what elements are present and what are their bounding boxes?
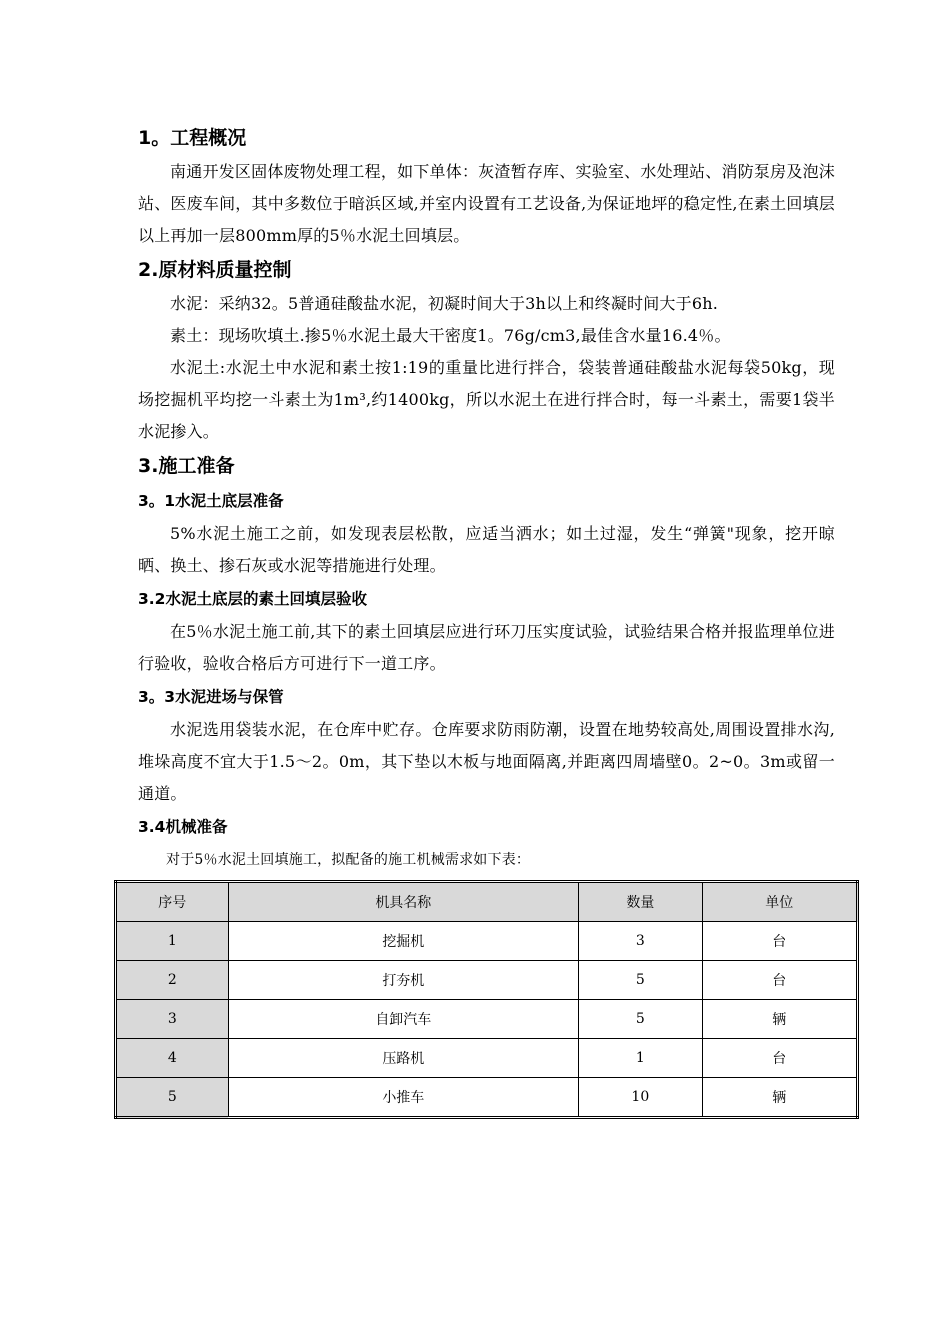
cell-index: 3	[116, 1000, 229, 1039]
cell-index: 4	[116, 1039, 229, 1078]
cell-index: 2	[116, 961, 229, 1000]
header-name: 机具名称	[228, 882, 579, 922]
section-2-title: 2.原材料质量控制	[138, 259, 292, 281]
cement-soil-paragraph: 水泥土:水泥土中水泥和素土按1:19的重量比进行拌合，袋装普通硅酸盐水泥每袋50kg，现场挖掘机平均挖一斗素土为1m³,约1400kg，所以水泥土在进行拌合时，每一斗素土，需要1袋半水泥掺入。	[138, 358, 835, 441]
cell-quantity: 10	[579, 1078, 703, 1118]
machinery-table	[114, 880, 859, 1119]
cell-unit: 辆	[702, 1000, 857, 1039]
cell-quantity: 5	[579, 961, 703, 1000]
table-row	[116, 1039, 858, 1078]
header-index: 序号	[116, 882, 229, 922]
subsection-3-1-paragraph: 5%水泥土施工之前，如发现表层松散，应适当洒水；如土过湿，发生“弹簧"现象，挖开晾晒、换土、掺石灰或水泥等措施进行处理。	[138, 524, 835, 575]
header-unit: 单位	[702, 882, 857, 922]
subsection-3-3-title: 3。3水泥进场与保管	[138, 688, 284, 706]
cell-unit: 辆	[702, 1078, 857, 1118]
cell-quantity: 1	[579, 1039, 703, 1078]
cell-name: 挖掘机	[228, 922, 579, 961]
cell-quantity: 3	[579, 922, 703, 961]
cell-index: 5	[116, 1078, 229, 1118]
cell-unit: 台	[702, 1039, 857, 1078]
soil-paragraph: 素土：现场吹填土.掺5％水泥土最大干密度1。76g/cm3,最佳含水量16.4％。	[170, 326, 731, 345]
cement-paragraph: 水泥：采纳32。5普通硅酸盐水泥，初凝时间大于3h以上和终凝时间大于6h.	[170, 294, 718, 313]
cell-index: 1	[116, 922, 229, 961]
cell-name: 自卸汽车	[228, 1000, 579, 1039]
table-row	[116, 922, 858, 961]
cell-name: 压路机	[228, 1039, 579, 1078]
subsection-3-3-paragraph: 水泥选用袋装水泥，在仓库中贮存。仓库要求防雨防潮，设置在地势较高处,周围设置排水沟,堆垛高度不宜大于1.5～2。0m，其下垫以木板与地面隔离,并距离四周墙壁0。2~0。3m或留一通道。	[138, 720, 835, 803]
table-header-row	[116, 882, 858, 922]
table-row	[116, 961, 858, 1000]
cell-quantity: 5	[579, 1000, 703, 1039]
subsection-3-1-title: 3。1水泥土底层准备	[138, 492, 284, 510]
subsection-3-2-paragraph: 在5％水泥土施工前,其下的素土回填层应进行环刀压实度试验，试验结果合格并报监理单位进行验收，验收合格后方可进行下一道工序。	[138, 622, 835, 673]
section-1-title: 1。工程概况	[138, 127, 247, 149]
subsection-3-4-paragraph: 对于5％水泥土回填施工，拟配备的施工机械需求如下表：	[166, 852, 531, 868]
subsection-3-4-title: 3.4机械准备	[138, 818, 228, 836]
header-quantity: 数量	[579, 882, 703, 922]
subsection-3-2-title: 3.2水泥土底层的素土回填层验收	[138, 590, 367, 608]
cell-unit: 台	[702, 961, 857, 1000]
table-row	[116, 1078, 858, 1118]
section-1-paragraph: 南通开发区固体废物处理工程，如下单体：灰渣暂存库、实验室、水处理站、消防泵房及泡沫站、医废车间，其中多数位于暗浜区域,并室内设置有工艺设备,为保证地坪的稳定性,在素土回填层以上再加一层800mm厚的5％水泥土回填层。	[138, 162, 835, 245]
cell-name: 打夯机	[228, 961, 579, 1000]
cell-unit: 台	[702, 922, 857, 961]
cell-name: 小推车	[228, 1078, 579, 1118]
section-3-title: 3.施工准备	[138, 455, 235, 477]
document-body	[138, 120, 835, 1119]
table-row	[116, 1000, 858, 1039]
